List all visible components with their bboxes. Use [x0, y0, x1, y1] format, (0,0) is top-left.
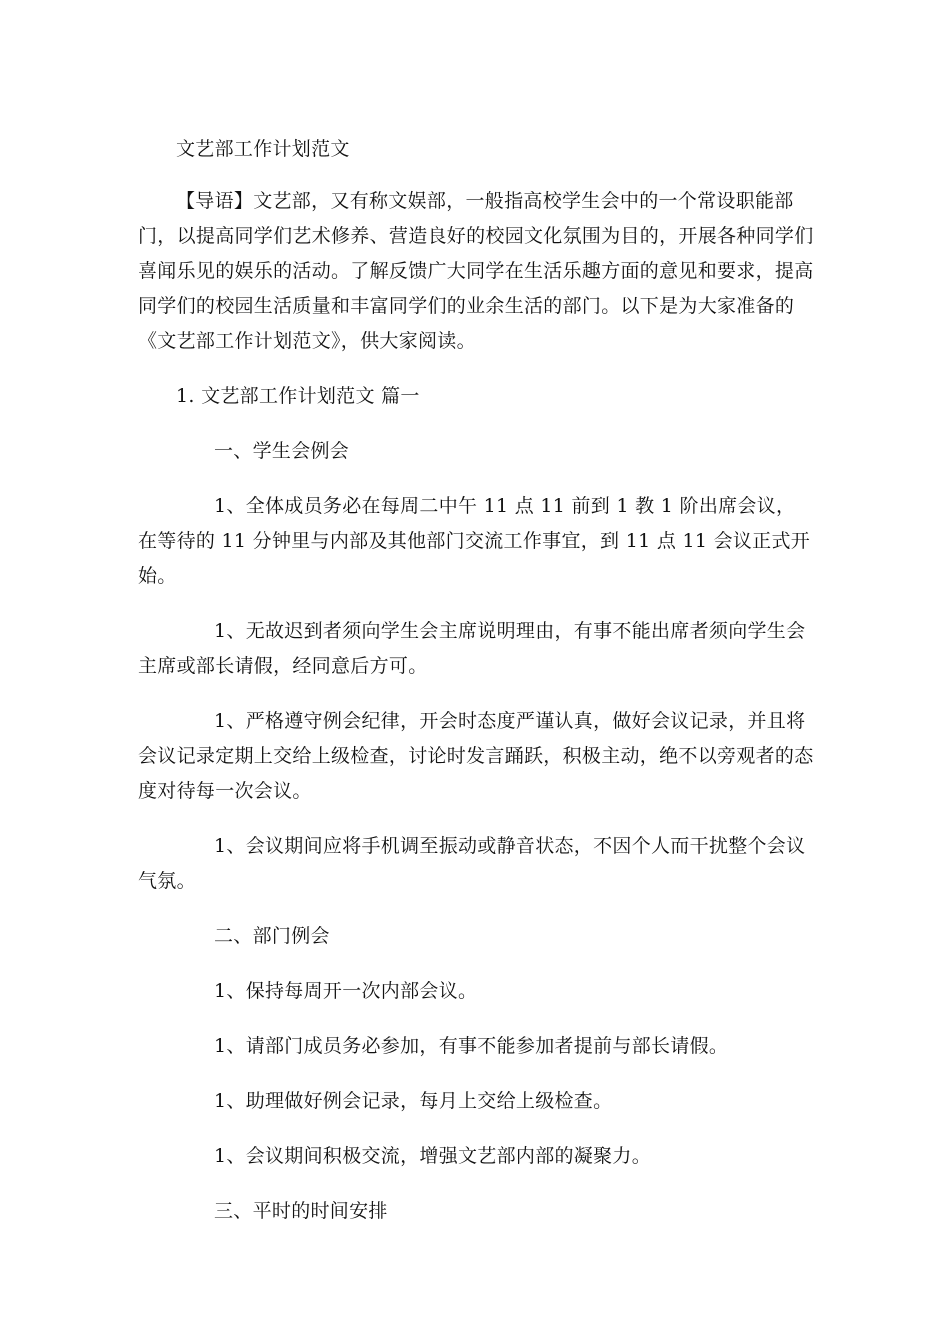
part2-heading: 二、部门例会 — [214, 925, 330, 947]
part2-item-4: 1、会议期间积极交流，增强文艺部内部的凝聚力。 — [214, 1145, 651, 1167]
part1-heading: 一、学生会例会 — [214, 440, 350, 462]
document-body — [138, 132, 814, 1249]
part2-item-1: 1、保持每周开一次内部会议。 — [214, 980, 478, 1002]
part2-item-2: 1、请部门成员务必参加，有事不能参加者提前与部长请假。 — [214, 1035, 729, 1057]
part1-item-4: 1、会议期间应将手机调至振动或静音状态，不因个人而干扰整个会议气氛。 — [138, 835, 806, 892]
intro-paragraph: 【导语】文艺部，又有称文娱部，一般指高校学生会中的一个常设职能部门，以提高同学们艺术修养、营造良好的校园文化氛围为目的，开展各种同学们喜闻乐见的娱乐的活动。了解反馈广大同学在生活乐趣方面的意见和要求，提高同学们的校园生活质量和丰富同学们的业余生活的部门。以下是为大家准备的《文艺部工作计划范文》，供大家阅读。 — [138, 190, 814, 352]
section-title: 1. 文艺部工作计划范文 篇一 — [176, 385, 420, 407]
part2-item-3: 1、助理做好例会记录，每月上交给上级检查。 — [214, 1090, 613, 1112]
part3-heading: 三、平时的时间安排 — [214, 1200, 388, 1222]
part1-item-1: 1、全体成员务必在每周二中午 11 点 11 前到 1 教 1 阶出席会议，在等待的 11 分钟里与内部及其他部门交流工作事宜，到 11 点 11 会议正式开始。 — [138, 495, 811, 587]
part1-item-2: 1、无故迟到者须向学生会主席说明理由，有事不能出席者须向学生会主席或部长请假，经同意后方可。 — [138, 620, 806, 677]
document-title: 文艺部工作计划范文 — [176, 138, 350, 160]
part1-item-3: 1、严格遵守例会纪律，开会时态度严谨认真，做好会议记录，并且将会议记录定期上交给上级检查，讨论时发言踊跃，积极主动，绝不以旁观者的态度对待每一次会议。 — [138, 710, 814, 802]
